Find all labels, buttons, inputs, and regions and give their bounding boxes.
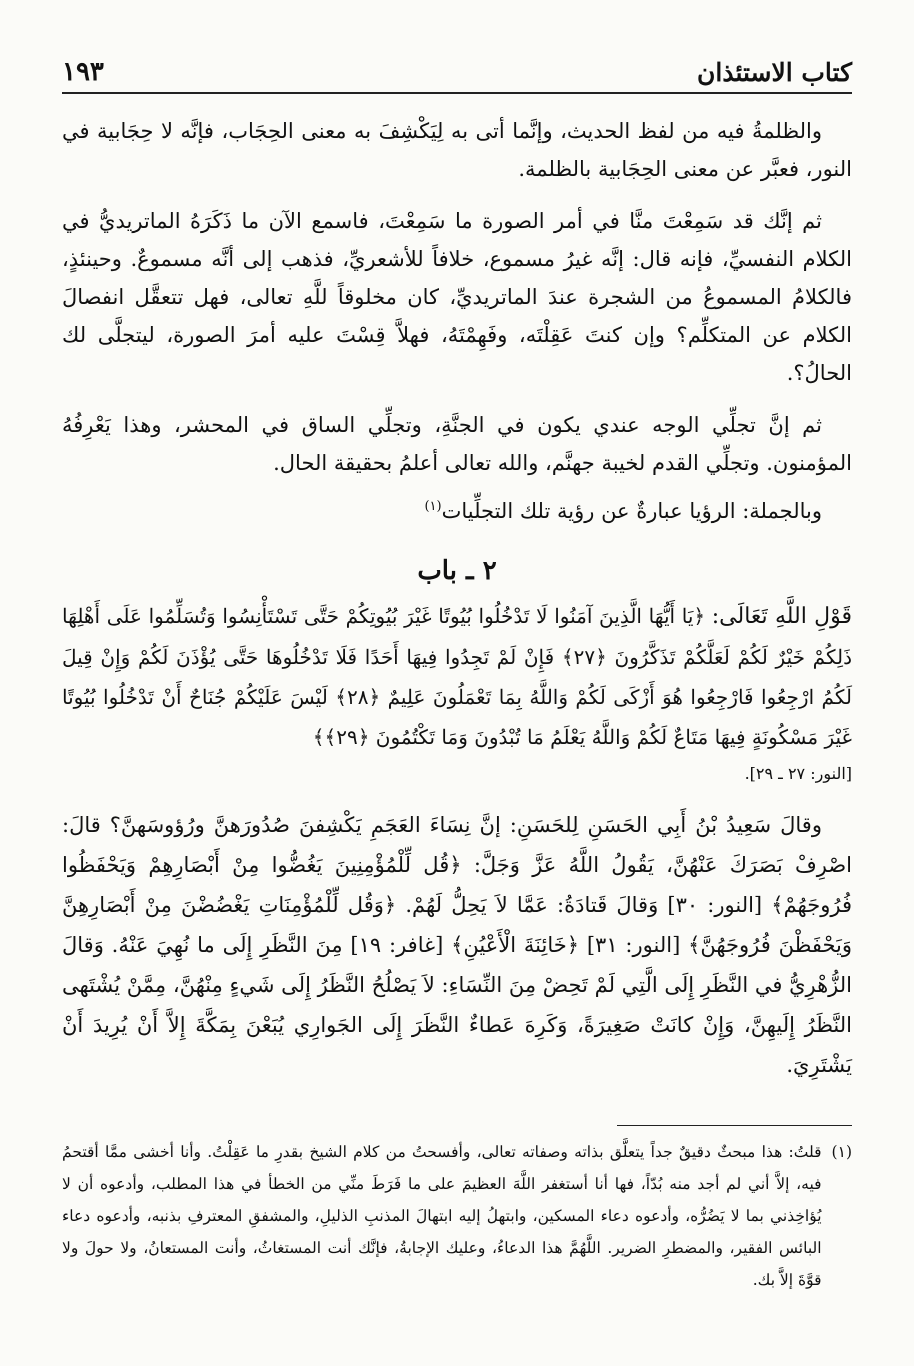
paragraph: ثم إنَّك قد سَمِعْتَ منَّا في أمر الصورة ما سَمِعْتَ، فاسمع الآن ما ذَكَرَهُ الماتريديُّ في الكلام النفسيِّ، فإنه قال: إنَّه غيرُ مسموع، خلافاً للأشعريِّ، فذهب إلى أنَّه مسموعٌ. وحينئذٍ، فالكلامُ المسموعُ من الشجرة عندَ الماتريديِّ، كان مخلوقاً للَّهِ تعالى، فهل تتعقَّل انفصالَ الكلام عن المتكلِّم؟ وإن كنتَ عَقِلْتَه، وفَهِمْتَهُ، فهلاَّ قِسْتَ عليه أمرَ الصورة، ليتجلَّى لك الحالُ؟. bbox=[62, 209, 852, 385]
hadith-block bbox=[62, 805, 852, 1085]
quran-reference: [النور: ٢٧ ـ ٢٩]. bbox=[744, 764, 852, 783]
quran-intro: قَوْلِ اللَّهِ تَعَالَى: bbox=[711, 604, 853, 629]
running-title: كتاب الاستئذان bbox=[697, 57, 852, 87]
hadith-paragraph: وقالَ سَعِيدُ بْنُ أَبِي الحَسَنِ لِلحَسَنِ: إنَّ نِسَاءَ العَجَمِ يَكْشِفنَ صُدُورَهنَّ ورُؤوسَهنَّ؟ قالَ: اصْرِفْ بَصَرَكَ عَنْهُنَّ، يَقُولُ اللَّهُ عَزَّ وَجَلَّ: ﴿قُل لِّلْمُؤْمِنِينَ يَغُضُّوا مِنْ أَبْصَارِهِمْ وَيَحْفَظُوا فُرُوجَهُمْ﴾ [النور: ٣٠] وَقالَ قَتادَةُ: عَمَّا لاَ يَحِلُّ لَهُمْ. ﴿وَقُل لِّلْمُؤْمِنَاتِ يَغْضُضْنَ مِنْ أَبْصَارِهِنَّ وَيَحْفَظْنَ فُرُوجَهُنَّ﴾ [النور: ٣١] ﴿خَائِنَةَ الْأَعْيُنِ﴾ [غافر: ١٩] مِنَ النَّظَرِ إِلَى ما نُهِيَ عَنْهُ. وَقالَ الزُّهْرِيُّ في النَّظَرِ إِلَى الَّتِي لَمْ تَحِضْ مِنَ النِّسَاءِ: لاَ يَصْلُحُ النَّظَرُ إِلَى شَيءٍ مِنْهُنَّ، مِمَّنْ يُشْتَهى النَّظَرُ إِلَيهِنَّ، وَإِنْ كانَتْ صَغِيرَةً، وَكَرِهَ عَطاءٌ النَّظَرَ إِلَى الجَوارِي يُبَعْنَ بِمَكَّةَ إِلاَّ أَنْ يُرِيدَ أَنْ يَشْتَرِيَ. bbox=[62, 813, 853, 1077]
chapter-heading: ٢ ـ باب bbox=[417, 556, 497, 586]
paragraph: ثم إنَّ تجلِّي الوجه عندي يكون في الجنَّةِ، وتجلِّي الساق في المحشر، وهذا يَعْرِفُهُ المؤمنون. وتجلِّي القدم لخيبة جهنَّم، والله تعالى أعلمُ بحقيقة الحال. bbox=[62, 413, 852, 475]
quran-verse: ﴿يَا أَيُّهَا الَّذِينَ آمَنُوا لَا تَدْخُلُوا بُيُوتًا غَيْرَ بُيُوتِكُمْ حَتَّى تَسْتَأْنِسُوا وَتُسَلِّمُوا عَلَى أَهْلِهَا ذَلِكُمْ خَيْرٌ لَكُمْ لَعَلَّكُمْ تَذَكَّرُونَ ﴿٢٧﴾ فَإِنْ لَمْ تَجِدُوا فِيهَا أَحَدًا فَلَا تَدْخُلُوهَا حَتَّى يُؤْذَنَ لَكُمْ وَإِنْ قِيلَ لَكُمُ ارْجِعُوا فَارْجِعُوا هُوَ أَزْكَى لَكُمْ وَاللَّهُ بِمَا تَعْمَلُونَ عَلِيمٌ ﴿٢٨﴾ لَيْسَ عَلَيْكُمْ جُنَاحٌ أَنْ تَدْخُلُوا بُيُوتًا غَيْرَ مَسْكُونَةٍ فِيهَا مَتَاعٌ لَكُمْ وَاللَّهُ يَعْلَمُ مَا تُبْدُونَ وَمَا تَكْتُمُونَ ﴿٢٩﴾﴾ bbox=[62, 604, 853, 749]
page-header bbox=[62, 52, 852, 94]
quran-block bbox=[62, 596, 852, 757]
conclusion-text: وبالجملة: الرؤيا عبارةٌ عن رؤية تلك التجلِّيات bbox=[441, 499, 822, 523]
main-text bbox=[62, 112, 852, 1085]
page-number: ١٩٣ bbox=[62, 57, 104, 87]
footnote-marker[interactable]: (١) bbox=[424, 499, 442, 514]
footnote bbox=[62, 1136, 852, 1296]
footnote-number: (١) bbox=[831, 1143, 852, 1161]
footnote-text: قلتُ: هذا مبحثٌ دقيقٌ جداً يتعلَّق بذاته وصفاته تعالى، وأفسحتُ من كلام الشيخ بقدرِ ما عَقِلْتُ. وأنا أخشى ممَّا أقتحمُ فيه، إلاَّ أني لم أجد منه بُدّاً، فها أنا أستغفر اللَّهَ العظيمَ على ما فَرَطَ منِّي من الخطأ في هذا المطلب، وأدعوه أن لا يُؤاخِذني بما لا يَضُرُّه، وأدعوه دعاء المسكين، وابتهلُ إليه ابتهالَ المذنبِ الذليلِ، والمشفقِ المعترفِ بذنبه، وأدعوه دعاء البائس الفقير، والمضطرِ الضرير. اللَّهُمَّ هذا الدعاءُ، وعليك الإجابةُ، فإنَّك أنت المستغاثُ، وأنت المستعانُ، ولا حولَ ولا قوَّةَ إلاَّ بك. bbox=[62, 1143, 822, 1289]
paragraph: والظلمةُ فيه من لفظ الحديث، وإنَّما أتى به لِيَكْشِفَ به معنى الحِجَاب، فإنَّه لا حِجَابية في النور، فعبَّر عن معنى الحِجَابية بالظلمة. bbox=[62, 119, 852, 181]
footnote-divider bbox=[617, 1125, 852, 1126]
conclusion-paragraph bbox=[62, 492, 852, 530]
